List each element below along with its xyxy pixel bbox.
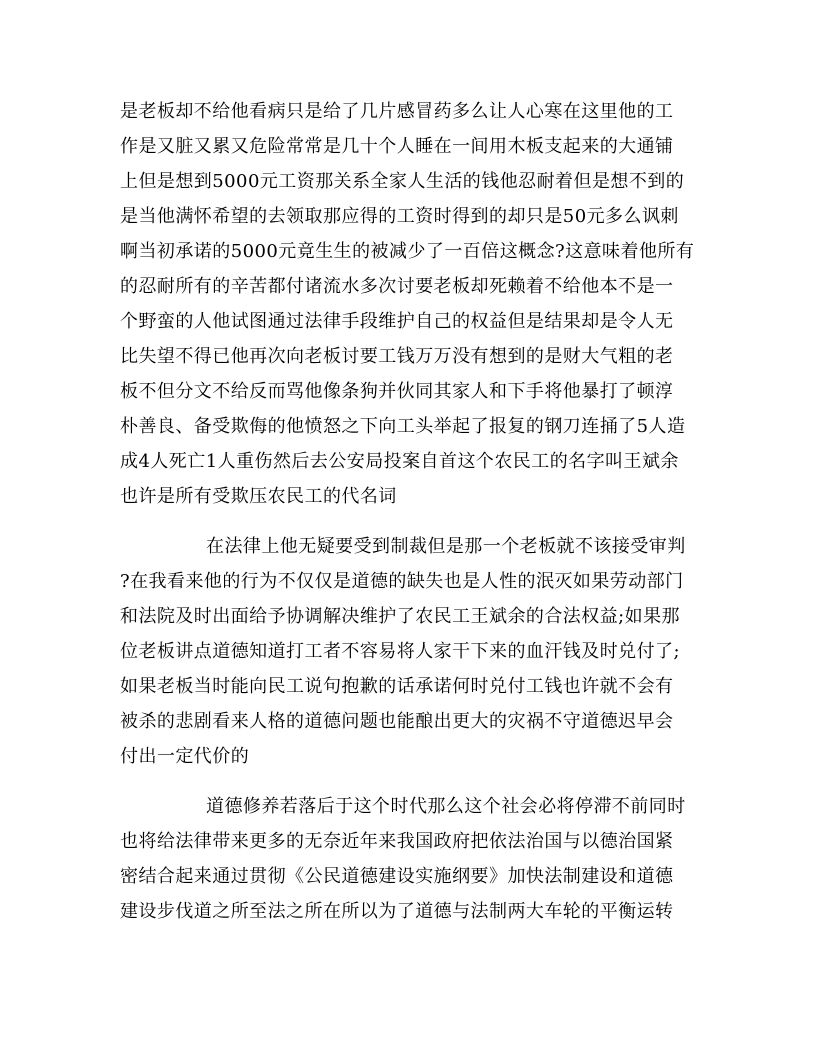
text-line: 密结合起来通过贯彻《公民道德建设实施纲要》加快法制建设和道德 — [120, 866, 674, 887]
text-line: ?在我看来他的行为不仅仅是道德的缺失也是人性的泯灭如果劳动部门 — [120, 571, 684, 592]
text-line: 位老板讲点道德知道打工者不容易将人家干下来的血汗钱及时兑付了; — [120, 641, 681, 662]
text-line: 作是又脏又累又危险常常是几十个人睡在一间用木板支起来的大通铺 — [120, 136, 674, 157]
text-line: 上但是想到5000元工资那关系全家人生活的钱他忍耐着但是想不到的 — [120, 171, 685, 192]
text-line: 被杀的悲剧看来人格的道德问题也能酿出更大的灾祸不守道德迟早会 — [120, 711, 674, 732]
text-line: 付出一定代价的 — [120, 746, 250, 767]
text-line: 是当他满怀希望的去领取那应得的工资时得到的却只是50元多么讽刺 — [120, 206, 679, 227]
text-line: 啊当初承诺的5000元竟生生的被减少了一百倍这概念?这意味着他所有 — [120, 241, 695, 262]
text-line: 板不但分文不给反而骂他像条狗并伙同其家人和下手将他暴打了顿淳 — [120, 381, 674, 402]
text-line: 在法律上他无疑要受到制裁但是那一个老板就不该接受审判 — [206, 536, 686, 557]
text-line: 个野蛮的人他试图通过法律手段维护自己的权益但是结果却是令人无 — [120, 311, 674, 332]
text-line: 成4人死亡1人重伤然后去公安局投案自首这个农民工的名字叫王斌余 — [120, 451, 679, 472]
text-line: 比失望不得已他再次向老板讨要工钱万万没有想到的是财大气粗的老 — [120, 346, 674, 367]
text-line: 的忍耐所有的辛苦都付诸流水多次讨要老板却死赖着不给他本不是一 — [120, 276, 674, 297]
text-line: 如果老板当时能向民工说句抱歉的话承诺何时兑付工钱也许就不会有 — [120, 676, 674, 697]
text-line: 道德修养若落后于这个时代那么这个社会必将停滞不前同时 — [206, 796, 686, 817]
text-line: 是老板却不给他看病只是给了几片感冒药多么让人心寒在这里他的工 — [120, 101, 674, 122]
text-line: 朴善良、备受欺侮的他愤怒之下向工头举起了报复的钢刀连捅了5人造 — [120, 416, 686, 437]
text-line: 也将给法律带来更多的无奈近年来我国政府把依法治国与以德治国紧 — [120, 831, 674, 852]
text-line: 也许是所有受欺压农民工的代名词 — [120, 486, 397, 507]
text-line: 和法院及时出面给予协调解决维护了农民工王斌余的合法权益;如果那 — [120, 606, 681, 627]
text-line: 建设步伐道之所至法之所在所以为了道德与法制两大车轮的平衡运转 — [120, 901, 674, 922]
